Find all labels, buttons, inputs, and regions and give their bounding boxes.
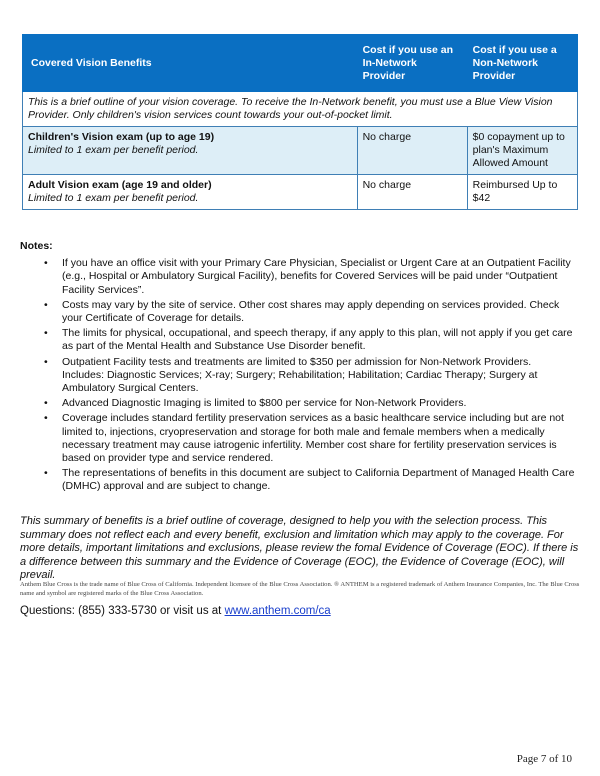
vision-benefits-table (22, 34, 578, 210)
notes-section (20, 240, 580, 496)
benefit-cell (23, 175, 358, 210)
in-network-cost: No charge (357, 127, 467, 175)
legal-notice: Anthem Blue Cross is the trade name of Blue Cross of California. Independent licensee of the Blue Cross Association. ® ANTHEM is a registered trademark of Anthem Insurance Companies, Inc. The Blue Cross name and symbol are registered marks of the Blue Cross Association. (20, 581, 580, 597)
bullet-icon: • (44, 298, 48, 311)
header-non-network-cost: Cost if you use a Non-Network Provider (467, 35, 577, 92)
benefit-title: Children's Vision exam (up to age 19) (28, 131, 215, 143)
note-text: Coverage includes standard fertility preservation services as a basic healthcare service including but are not limited to, injections, cryopreservation and storage for both male and female members when a medically necessary treatment may cause iatrogenic infertility. Member cost share for fertility preservation services is based on provider type and service rendered. (62, 412, 564, 465)
benefit-title: Adult Vision exam (age 19 and older) (28, 179, 212, 191)
note-text: The limits for physical, occupational, and speech therapy, if any apply to this plan, will not apply if you get care as part of the Mental Health and Substance Use Disorder benefit. (62, 327, 573, 353)
bullet-icon: • (44, 327, 48, 340)
header-covered-benefits: Covered Vision Benefits (23, 35, 358, 92)
non-network-cost: Reimbursed Up to $42 (467, 175, 577, 210)
notes-list (20, 257, 580, 493)
benefit-limit: Limited to 1 exam per benefit period. (28, 144, 199, 156)
non-network-cost: $0 copayment up to plan's Maximum Allowed Amount (467, 127, 577, 175)
note-text: Outpatient Facility tests and treatments are limited to $350 per admission for Non-Network Providers. Includes: Diagnostic Services; X-ray; Surgery; Rehabilitation; Habilitation; Cardiac Therapy; Surgery at Ambulatory Surgical Centers. (62, 355, 538, 395)
bullet-icon: • (44, 397, 48, 410)
note-item (44, 355, 580, 396)
questions-text: Questions: (855) 333-5730 or visit us at (20, 605, 225, 617)
bullet-icon: • (44, 257, 48, 270)
note-text: Advanced Diagnostic Imaging is limited to $800 per service for Non-Network Providers. (62, 397, 467, 410)
notes-heading: Notes: (20, 240, 53, 252)
page-number: Page 7 of 10 (516, 753, 572, 765)
note-item (44, 397, 580, 410)
note-text: If you have an office visit with your Primary Care Physician, Specialist or Urgent Care at an Outpatient Facility (e.g., Hospital or Ambulatory Surgical Facility), benefits for Covered Services will be paid under “Outpatient Facility Services”. (62, 257, 571, 296)
bullet-icon: • (44, 412, 48, 425)
benefit-limit: Limited to 1 exam per benefit period. (28, 192, 199, 204)
note-item (44, 467, 580, 493)
header-in-network-cost: Cost if you use an In-Network Provider (357, 35, 467, 92)
note-item (44, 298, 580, 325)
note-item (44, 257, 580, 297)
coverage-intro-text: This is a brief outline of your vision coverage. To receive the In-Network benefit, you must use a Blue View Vision Provider. Only children's vision services count towards your out-of-pocket limit. (23, 92, 578, 127)
summary-disclaimer: This summary of benefits is a brief outline of coverage, designed to help you with the selection process. This summary does not reflect each and every benefit, exclusion and limitation which may apply to the coverage. For more details, important limitations and exclusions, please review the fomal Evidence of Coverage (EOC). If there is a difference between this summary and the Evidence of Coverage (EOC), the Evidence of Coverage (EOC), will prevail. (20, 515, 579, 582)
bullet-icon: • (44, 355, 48, 368)
note-text: The representations of benefits in this document are subject to California Department of Managed Health Care (DMHC) approval and are subject to change. (62, 467, 575, 493)
table-intro-row (23, 92, 578, 127)
anthem-website-link[interactable]: www.anthem.com/ca (224, 605, 331, 617)
table-row (23, 175, 578, 210)
note-item (44, 327, 580, 353)
bullet-icon: • (44, 467, 48, 480)
questions-line (20, 605, 331, 617)
table-header-row (23, 35, 578, 92)
benefit-cell (23, 127, 358, 175)
table-row (23, 127, 578, 175)
note-item (44, 412, 580, 465)
in-network-cost: No charge (357, 175, 467, 210)
note-text: Costs may vary by the site of service. Other cost shares may apply depending on services provided. Check your Certificate of Coverage for details. (62, 298, 560, 325)
